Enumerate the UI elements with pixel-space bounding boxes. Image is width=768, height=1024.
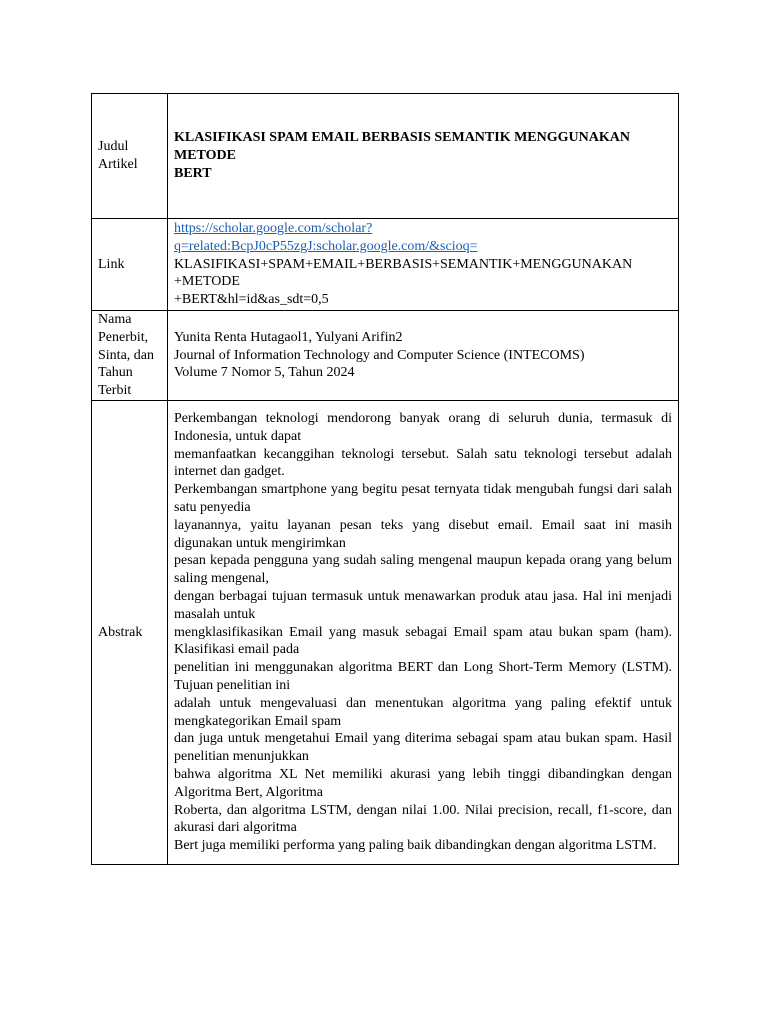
link-cell <box>168 219 679 311</box>
abstract-paragraph: dan juga untuk mengetahui Email yang diterima sebagai spam atau bukan spam. Hasil penelitian menunjukkan <box>174 731 672 765</box>
abstract-paragraph: layanannya, yaitu layanan pesan teks yang disebut email. Email saat ini masih digunakan untuk mengirimkan <box>174 517 672 551</box>
abstract-paragraph: penelitian ini menggunakan algoritma BERT dan Long Short-Term Memory (LSTM). Tujuan penelitian ini <box>174 660 672 693</box>
scholar-link-line-2[interactable]: q=related:BcpJ0cP55zgJ:scholar.google.com/&scioq= <box>174 238 478 254</box>
scholar-link-line-1[interactable]: https://scholar.google.com/scholar? <box>174 221 373 236</box>
label-judul-artikel: Judul Artikel <box>92 94 168 219</box>
article-info-table <box>91 93 679 865</box>
row-link <box>92 219 679 311</box>
article-title <box>168 94 679 219</box>
abstract-paragraph: Bert juga memiliki performa yang paling baik dibandingkan dengan algoritma LSTM. <box>174 838 657 854</box>
abstract-paragraph: pesan kepada pengguna yang sudah saling mengenal maupun kepada orang yang belum saling mengenal, <box>174 553 672 587</box>
journal-name: Journal of Information Technology and Computer Science (INTECOMS) <box>174 347 585 363</box>
authors-text: Yunita Renta Hutagaol1, Yulyani Arifin2 <box>174 329 403 345</box>
abstract-paragraph: dengan berbagai tujuan termasuk untuk menawarkan produk atau jasa. Hal ini menjadi masalah untuk <box>174 589 672 622</box>
abstract-paragraph: mengklasifikasikan Email yang masuk sebagai Email spam atau bukan spam (ham). Klasifikasi email pada <box>174 624 672 658</box>
abstract-paragraph: Roberta, dan algoritma LSTM, dengan nilai 1.00. Nilai precision, recall, f1-score, dan akurasi dari algoritma <box>174 802 672 836</box>
abstract-paragraph: memanfaatkan kecanggihan teknologi tersebut. Salah satu teknologi tersebut adalah internet dan gadget. <box>174 446 672 480</box>
label-link: Link <box>92 219 168 311</box>
article-title-line-2: BERT <box>174 165 212 181</box>
abstract-paragraph: bahwa algoritma XL Net memiliki akurasi yang lebih tinggi dibandingkan dengan Algoritma Bert, Algoritma <box>174 766 672 800</box>
abstract-paragraph: Perkembangan smartphone yang begitu pesat ternyata tidak mengubah fungsi dari salah satu penyedia <box>174 482 672 516</box>
link-query-line-1: KLASIFIKASI+SPAM+EMAIL+BERBASIS+SEMANTIK+MENGGUNAKAN <box>174 256 633 272</box>
abstract-paragraph: Perkembangan teknologi mendorong banyak orang di seluruh dunia, termasuk di Indonesia, untuk dapat <box>174 411 672 444</box>
label-nama-penerbit: Nama Penerbit, Sinta, dan Tahun Terbit <box>92 311 168 401</box>
volume-year: Volume 7 Nomor 5, Tahun 2024 <box>174 365 355 381</box>
article-title-line-1: KLASIFIKASI SPAM EMAIL BERBASIS SEMANTIK MENGGUNAKAN METODE <box>174 130 630 164</box>
label-abstrak: Abstrak <box>92 401 168 865</box>
abstract-text <box>168 401 679 865</box>
row-judul <box>92 94 679 219</box>
row-abstrak <box>92 401 679 865</box>
row-penerbit <box>92 311 679 401</box>
link-query-line-3: +BERT&hl=id&as_sdt=0,5 <box>174 292 329 308</box>
publisher-cell <box>168 311 679 401</box>
link-query-line-2: +METODE <box>174 274 240 290</box>
abstract-paragraph: adalah untuk mengevaluasi dan menentukan algoritma yang paling efektif untuk mengkategorikan Email spam <box>174 695 672 729</box>
